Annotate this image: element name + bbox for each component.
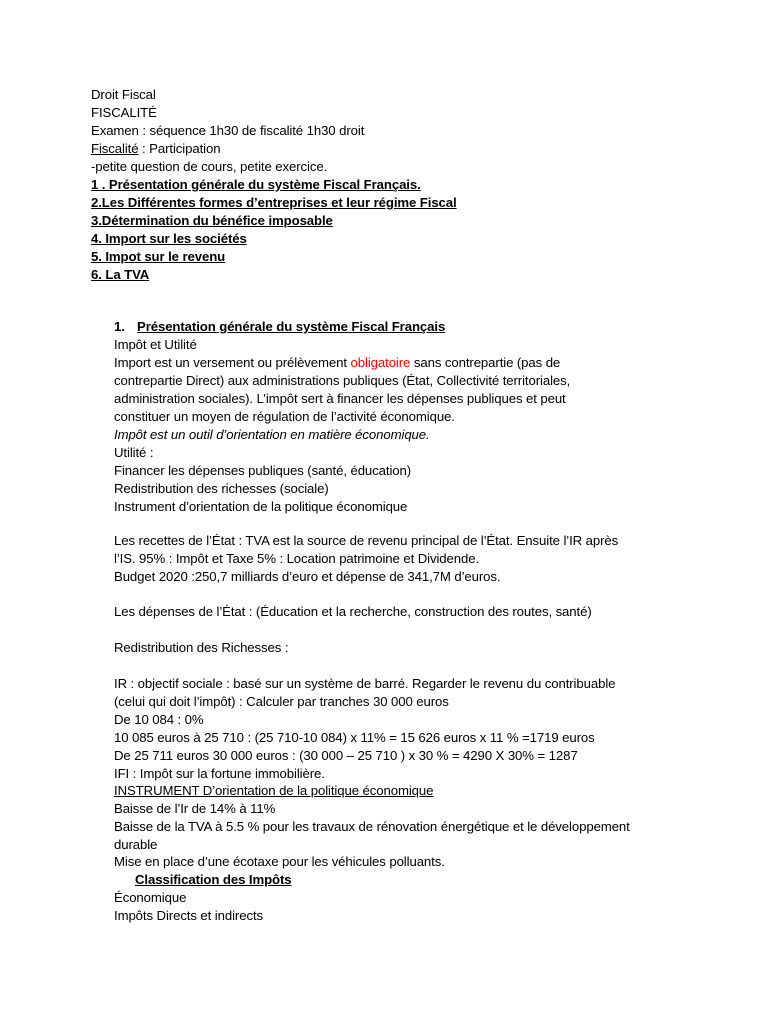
definition-line-1 [114, 354, 560, 372]
classification-item: Économique [114, 890, 187, 905]
toc-item-3: 3.Détermination du bénéfice imposable [91, 213, 333, 228]
italic-statement: Impôt est un outil d’orientation en matière économique. [114, 427, 430, 442]
ir-bracket-line: De 25 711 euros 30 000 euros : (30 000 – 25 710 ) x 30 % = 4290 X 30% = 1287 [114, 748, 578, 763]
definition-line-2: contrepartie Direct) aux administrations publiques (État, Collectivité territoriales, [114, 373, 571, 388]
ir-line: (celui qui doit l’impôt) : Calculer par tranches 30 000 euros [114, 694, 449, 709]
toc-item-4: 4. Import sur les sociétés [91, 231, 247, 246]
obligatoire-highlight: obligatoire [350, 355, 411, 370]
definition-line-3: administration sociales). L’impôt sert à financer les dépenses publiques et peut [114, 391, 566, 406]
utilite-item: Financer les dépenses publiques (santé, éducation) [114, 463, 412, 478]
toc-item-6: 6. La TVA [91, 267, 150, 282]
question-line: -petite question de cours, petite exercice. [91, 159, 328, 174]
redistribution-heading: Redistribution des Richesses : [114, 640, 289, 655]
depenses-line: Les dépenses de l’État : (Éducation et la recherche, construction des routes, santé) [114, 604, 592, 619]
document-title: Droit Fiscal [91, 87, 156, 102]
subheading-impot-utilite: Impôt et Utilité [114, 337, 197, 352]
recettes-line: l’IS. 95% : Impôt et Taxe 5% : Location patrimoine et Dividende. [114, 551, 480, 566]
document-subtitle: FISCALITÉ [91, 105, 157, 120]
budget-line: Budget 2020 :250,7 milliards d’euro et dépense de 341,7M d’euros. [114, 569, 501, 584]
instrument-item: Baisse de l’Ir de 14% à 11% [114, 801, 276, 816]
instrument-item: Mise en place d’une écotaxe pour les véhicules polluants. [114, 854, 445, 869]
fiscalite-word: Fiscalité [91, 141, 139, 156]
section-number: 1. [114, 319, 125, 334]
definition-line-4: constituer un moyen de régulation de l’activité économique. [114, 409, 455, 424]
section-title: Présentation générale du système Fiscal Français [137, 319, 446, 334]
ir-line: IR : objectif sociale : basé sur un système de barré. Regarder le revenu du contribuable [114, 676, 616, 691]
definition-end: sans contrepartie (pas de [410, 355, 561, 370]
toc-item-1: 1 . Présentation générale du système Fiscal Français. [91, 177, 421, 192]
classification-item: Impôts Directs et indirects [114, 908, 264, 923]
instrument-heading: INSTRUMENT D’orientation de la politique économique [114, 783, 434, 798]
definition-start: Import est un versement ou prélèvement [114, 355, 351, 370]
utilite-item: Redistribution des richesses (sociale) [114, 481, 329, 496]
fiscalite-line [91, 140, 220, 158]
utilite-heading: Utilité : [114, 445, 154, 460]
ir-bracket-line: De 10 084 : 0% [114, 712, 204, 727]
classification-heading: Classification des Impôts [135, 872, 292, 887]
recettes-line: Les recettes de l’État : TVA est la source de revenu principal de l’État. Ensuite l’IR après [114, 533, 619, 548]
ir-bracket-line: 10 085 euros à 25 710 : (25 710-10 084) x 11% = 15 626 euros x 11 % =1719 euros [114, 730, 595, 745]
fiscalite-rest: : Participation [138, 141, 221, 156]
instrument-item: durable [114, 837, 158, 852]
toc-item-5: 5. Impot sur le revenu [91, 249, 226, 264]
exam-info: Examen : séquence 1h30 de fiscalité 1h30 droit [91, 123, 365, 138]
toc-item-2: 2.Les Différentes formes d’entreprises et leur régime Fiscal [91, 195, 457, 210]
instrument-item: Baisse de la TVA à 5.5 % pour les travaux de rénovation énergétique et le développement [114, 819, 630, 834]
utilite-item: Instrument d’orientation de la politique économique [114, 499, 408, 514]
ifi-line: IFI : Impôt sur la fortune immobilière. [114, 766, 325, 781]
